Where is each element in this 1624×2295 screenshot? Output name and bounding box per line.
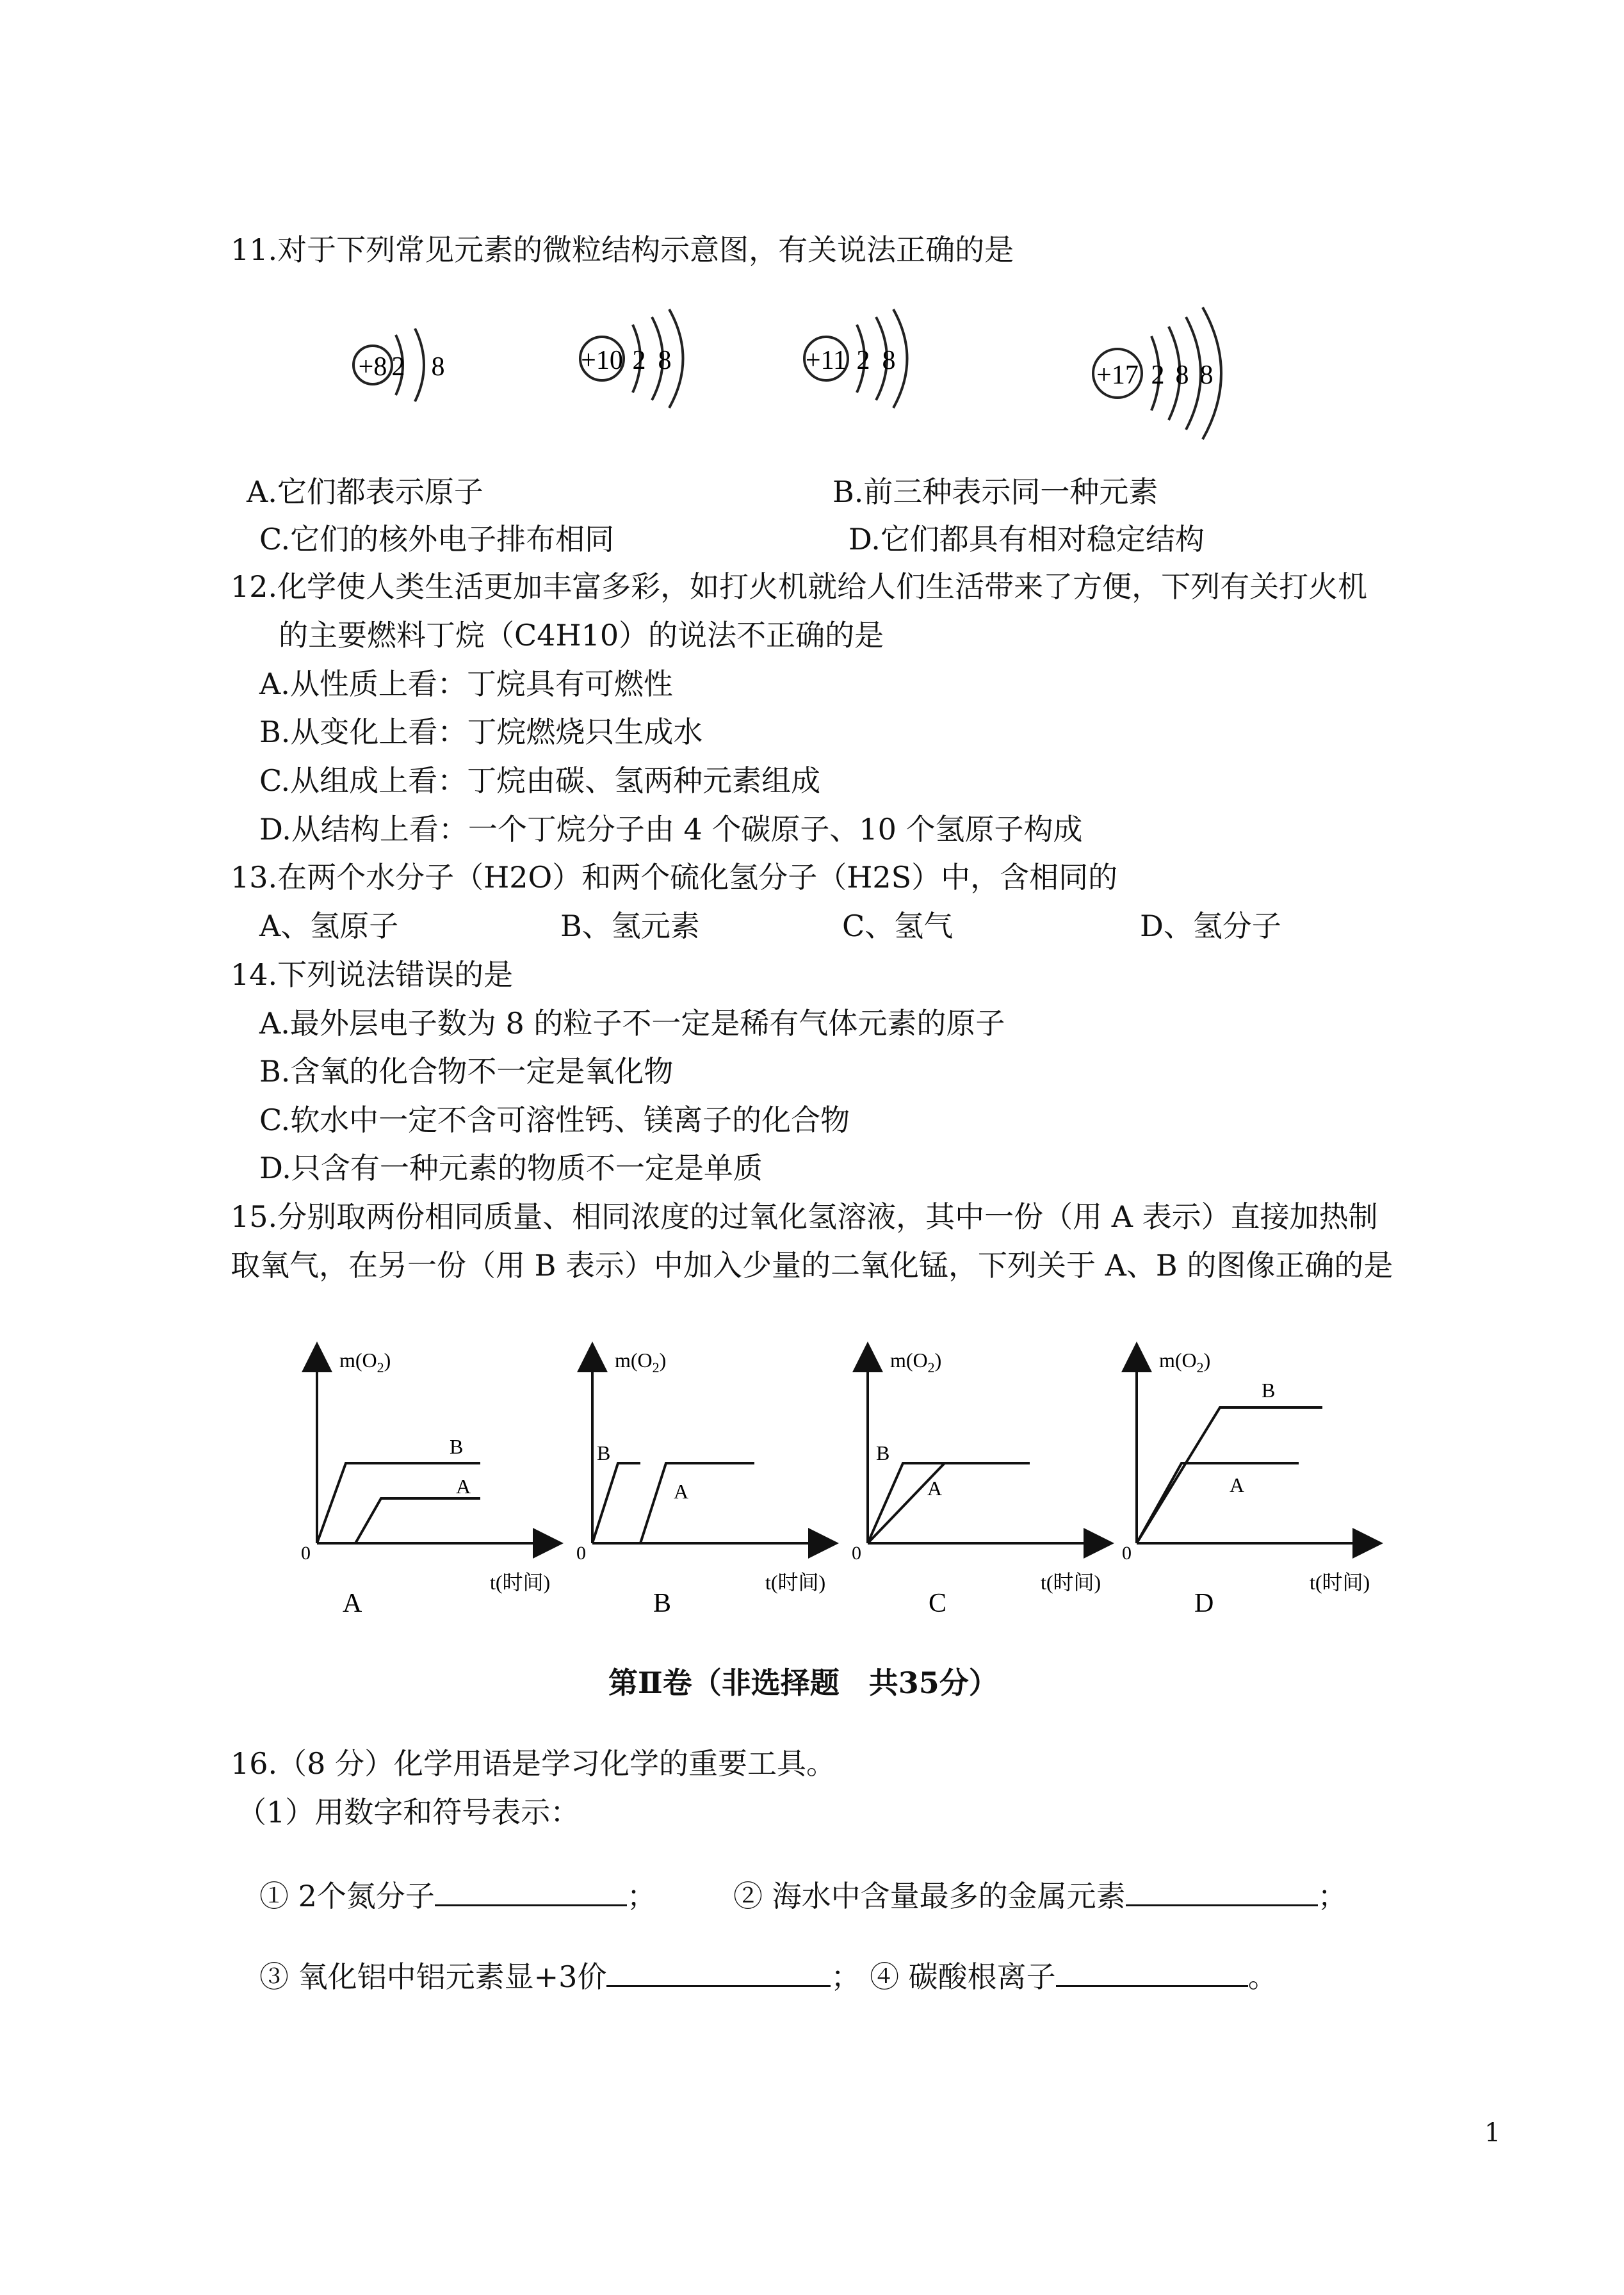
atom-nucleus-2: +10 bbox=[581, 346, 623, 375]
graph-d bbox=[1122, 1349, 1370, 1618]
atom-nucleus-3: +11 bbox=[805, 346, 847, 375]
q12-option-d: D.从结构上看：一个丁烷分子由 4 个碳原子、10 个氢原子构成 bbox=[259, 812, 1083, 847]
graph-b-x-label: t(时间) bbox=[765, 1571, 826, 1594]
q13-option-d: D、氢分子 bbox=[1140, 909, 1281, 943]
graph-b-y-label: $m(O_2)$ bbox=[615, 1349, 667, 1375]
q11-option-c: C.它们的核外电子排布相同 bbox=[259, 522, 615, 556]
graph-b-label-a: A bbox=[674, 1480, 689, 1503]
q14-option-b: B.含氧的化合物不一定是氧化物 bbox=[259, 1054, 674, 1089]
graph-c-curve-a bbox=[868, 1463, 945, 1543]
graph-d-x-label: t(时间) bbox=[1310, 1571, 1370, 1594]
q12-option-b: B.从变化上看：丁烷燃烧只生成水 bbox=[259, 715, 703, 749]
graph-d-origin: 0 bbox=[1122, 1543, 1132, 1564]
graph-b-letter: B bbox=[653, 1589, 672, 1618]
q16-item-row1-left bbox=[259, 1876, 656, 1915]
graph-b bbox=[576, 1349, 826, 1618]
q13-option-a: A、氢原子 bbox=[259, 909, 399, 943]
atom-diagram-3 bbox=[804, 309, 907, 408]
graph-a-curve-a bbox=[355, 1498, 480, 1543]
atomic-structure-diagrams bbox=[320, 291, 1281, 464]
atom-diagram-2 bbox=[580, 309, 683, 408]
q16-sub1: （1）用数字和符号表示： bbox=[237, 1795, 580, 1829]
graph-c-curve-b bbox=[868, 1463, 1030, 1543]
graph-c-origin: 0 bbox=[852, 1543, 861, 1564]
q16-item-row2 bbox=[259, 1957, 1278, 1996]
q16-item4-label: ④ 碳酸根离子 bbox=[870, 1959, 1056, 1994]
graph-d-letter: D bbox=[1194, 1589, 1214, 1618]
q16-item4-blank[interactable] bbox=[1056, 1957, 1248, 1987]
atom-diagram-1 bbox=[353, 328, 445, 401]
q16-item1-blank[interactable] bbox=[435, 1876, 627, 1906]
graph-d-label-a: A bbox=[1230, 1473, 1245, 1496]
graph-a-letter: A bbox=[343, 1589, 362, 1618]
q16-stem: 16.（8 分）化学用语是学习化学的重要工具。 bbox=[231, 1746, 836, 1781]
atom-shell-2-1: 2 bbox=[632, 346, 646, 375]
atom-shell-4-3: 8 bbox=[1199, 361, 1214, 390]
q14-option-d: D.只含有一种元素的物质不一定是单质 bbox=[259, 1151, 763, 1185]
atom-shell-3-1: 2 bbox=[856, 346, 870, 375]
atom-shell-1-1: 2 bbox=[391, 352, 405, 382]
graph-c-label-a: A bbox=[927, 1477, 943, 1500]
q16-item3-blank[interactable] bbox=[606, 1957, 831, 1987]
atom-shell-1-2: 8 bbox=[431, 352, 445, 382]
graph-c bbox=[852, 1349, 1101, 1618]
q16-item2-blank[interactable] bbox=[1126, 1876, 1318, 1906]
graph-b-origin: 0 bbox=[576, 1543, 586, 1564]
q15-stem-line1: 15.分别取两份相同质量、相同浓度的过氧化氢溶液，其中一份（用 A 表示）直接加热制 bbox=[231, 1199, 1378, 1234]
graph-a-label-b: B bbox=[450, 1435, 464, 1458]
q13-stem: 13.在两个水分子（H2O）和两个硫化氢分子（H2S）中，含相同的 bbox=[231, 860, 1118, 895]
q12-stem-line1: 12.化学使人类生活更加丰富多彩，如打火机就给人们生活带来了方便，下列有关打火机 bbox=[231, 569, 1368, 604]
graph-b-curve-a bbox=[640, 1463, 754, 1543]
q16-item1-end: ； bbox=[626, 1879, 656, 1913]
graph-b-curve-b bbox=[592, 1463, 640, 1543]
q16-item4-end: 。 bbox=[1247, 1959, 1278, 1994]
graph-c-letter: C bbox=[929, 1589, 947, 1618]
q13-option-b: B、氢元素 bbox=[560, 909, 700, 943]
q16-item1-label: ① 2个氮分子 bbox=[259, 1879, 435, 1913]
q16-item3-end: ； bbox=[831, 1959, 861, 1994]
q12-stem-line2: 的主要燃料丁烷（C4H10）的说法不正确的是 bbox=[279, 618, 884, 653]
q15-stem-line2: 取氧气，在另一份（用 B 表示）中加入少量的二氧化锰，下列关于 A、B 的图像正确的是 bbox=[231, 1248, 1393, 1283]
q11-option-a: A.它们都表示原子 bbox=[247, 474, 483, 509]
q13-option-c: C、氢气 bbox=[842, 909, 954, 943]
q16-item2-end: ； bbox=[1317, 1879, 1347, 1913]
graph-c-label-b: B bbox=[876, 1441, 890, 1464]
graph-d-label-b: B bbox=[1262, 1379, 1276, 1402]
q14-option-c: C.软水中一定不含可溶性钙、镁离子的化合物 bbox=[259, 1103, 850, 1137]
graph-a-origin: 0 bbox=[301, 1543, 311, 1564]
atom-nucleus-1: +8 bbox=[358, 352, 387, 382]
atom-shell-4-2: 8 bbox=[1175, 361, 1189, 390]
q11-option-d: D.它们都具有相对稳定结构 bbox=[849, 522, 1205, 556]
q12-option-a: A.从性质上看：丁烷具有可燃性 bbox=[259, 667, 673, 701]
graph-a-x-label: t(时间) bbox=[490, 1571, 551, 1594]
q14-option-a: A.最外层电子数为 8 的粒子不一定是稀有气体元素的原子 bbox=[259, 1006, 1005, 1041]
q11-stem: 11.对于下列常见元素的微粒结构示意图，有关说法正确的是 bbox=[231, 232, 1014, 267]
q16-item2-label: ② 海水中含量最多的金属元素 bbox=[733, 1879, 1126, 1913]
q15-graphs bbox=[282, 1338, 1409, 1620]
atom-shell-4-1: 2 bbox=[1151, 361, 1165, 390]
graph-c-x-label: t(时间) bbox=[1041, 1571, 1101, 1594]
atom-diagram-4 bbox=[1093, 307, 1221, 439]
graph-d-y-label: $m(O_2)$ bbox=[1159, 1349, 1211, 1375]
graph-c-y-label: $m(O_2)$ bbox=[890, 1349, 942, 1375]
q16-item-row1-right bbox=[733, 1876, 1347, 1915]
atom-shell-3-2: 8 bbox=[882, 346, 896, 375]
atom-nucleus-4: +17 bbox=[1096, 361, 1139, 390]
q11-option-b: B.前三种表示同一种元素 bbox=[832, 474, 1158, 509]
graph-b-label-b: B bbox=[597, 1441, 611, 1464]
atom-shell-2-2: 8 bbox=[658, 346, 672, 375]
q12-option-c: C.从组成上看：丁烷由碳、氢两种元素组成 bbox=[259, 763, 821, 798]
graph-a bbox=[301, 1349, 551, 1618]
page-number: 1 bbox=[1484, 2118, 1501, 2148]
graph-a-y-label: $m(O_2)$ bbox=[339, 1349, 391, 1375]
q16-item3-label: ③ 氧化铝中铝元素显+3价 bbox=[259, 1959, 607, 1994]
section-2-title: 第Ⅱ卷（非选择题 共35分） bbox=[608, 1666, 998, 1700]
graph-a-label-a: A bbox=[456, 1475, 471, 1498]
q14-stem: 14.下列说法错误的是 bbox=[231, 957, 514, 992]
